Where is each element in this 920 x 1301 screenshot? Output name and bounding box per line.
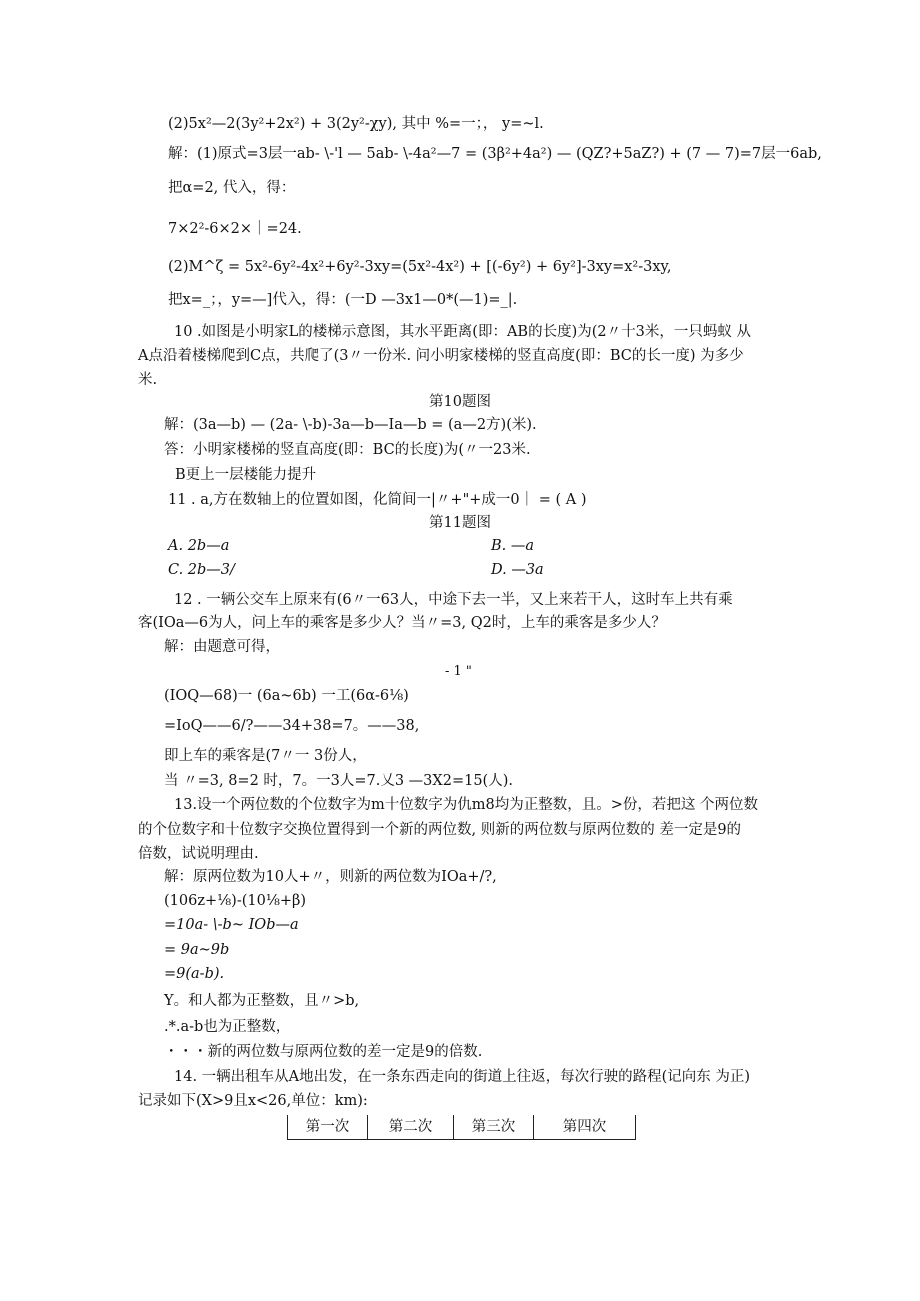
problem-14-line2: 记录如下(X>9且x<26,单位：km): [138, 1093, 368, 1109]
figure-10-caption: 第10题图 [429, 394, 491, 410]
solution-12-line2: =IoQ——6/?——34+38=7。——38, [164, 718, 420, 734]
solution-13-line4: = 9a~9b [164, 942, 230, 958]
answer-10: 答：小明家楼梯的竖直高度(即：BC的长度)为(〃一23米. [164, 442, 531, 458]
solution-12-line4: 当 〃=3, 8=2 时，7。一3人=7.乂3 —3X2=15(人). [164, 773, 513, 789]
solution-13-line1: 解：原两位数为10人+〃，则新的两位数为IOa+/?, [164, 869, 497, 885]
solution-9-2-line1: (2)M^ζ = 5x²-6y²-4x²+6y²-3xy=(5x²-4x²) + [(-6y²) + 6y²]-3xy=x²-3xy, [168, 259, 672, 275]
solution-12-line1: (IOQ—68)一 (6a~6b) 一工(6α-6⅛) [164, 688, 409, 704]
table-header-cell: 第一次 [288, 1115, 368, 1139]
solution-13-line3: =10a- \-b~ IOb—a [164, 917, 299, 933]
problem-13-line1: 13.设一个两位数的个位数字为m十位数字为仇m8均为正整数，且。>份，若把这 个两位数 [174, 797, 759, 813]
solution-13-line8: ・・・新的两位数与原两位数的差一定是9的倍数. [164, 1044, 483, 1060]
problem-9-part2: (2)5x²—2(3y²+2x²) + 3(2y²-χy), 其中 %=一；， y=~l. [168, 116, 544, 132]
problem-10-line2: A点沿着楼梯爬到C点，共爬了(3〃一份米. 问小明家楼梯的竖直高度(即：BC的长一度) 为多少 [138, 348, 744, 364]
option-b: B. —a [491, 538, 535, 554]
solution-13-line5: =9(a-b). [164, 966, 225, 982]
solution-12-fraction-top: - 1 " [445, 664, 472, 679]
problem-10-line1: 10 .如图是小明家L的楼梯示意图，其水平距离(即：AB的长度)为(2〃十3米，一只蚂蚁 从 [174, 324, 751, 340]
solution-9-2-line2: 把x=_；，y=—]代入，得：(一D —3x1—0*(—1)=_|. [168, 292, 518, 308]
solution-9-1-line3: 7×2²-6×2×｜=24. [168, 221, 302, 237]
solution-12-line3: 即上车的乘客是(7〃一 3份人， [164, 748, 367, 764]
problem-13-line3: 倍数，试说明理由. [138, 846, 259, 862]
problem-10-line3: 米. [138, 372, 158, 388]
solution-9-1-line2: 把α=2, 代入，得： [168, 180, 296, 196]
solution-10: 解：(3a—b) — (2a- \-b)-3a—b—Ia—b = (a—2方)(米). [164, 417, 537, 433]
solution-9-1-line1: 解：(1)原式=3层一ab- \-'l — 5ab- \-4a²—7 = (3β²+4a²) — (QZ?+5aZ?) + (7 — 7)=7层一6ab, [168, 146, 822, 162]
problem-13-line2: 的个位数字和十位数字交换位置得到一个新的两位数, 则新的两位数与原两位数的 差一定是9的 [138, 822, 742, 838]
solution-12-intro: 解：由题意可得， [164, 639, 280, 655]
figure-11-caption: 第11题图 [429, 515, 491, 531]
option-d: D. —3a [491, 562, 544, 578]
trip-record-table [287, 1115, 636, 1140]
table-header-cell: 第二次 [368, 1115, 454, 1139]
problem-12-line1: 12 . 一辆公交车上原来有(6〃一63人，中途下去一半，又上来若干人，这时车上共有乘 [174, 592, 733, 608]
option-a: A. 2b—a [168, 538, 230, 554]
problem-11: 11 . a,方在数轴上的位置如图，化简间一|〃+"+成一0｜ = ( A ) [168, 492, 587, 508]
option-c: C. 2b—3/ [168, 562, 235, 578]
problem-14-line1: 14. 一辆出租车从A地出发，在一条东西走向的街道上往返，每次行驶的路程(记向东 为正) [174, 1069, 751, 1085]
problem-12-line2: 客(IOa—6为人，问上车的乘客是多少人？当〃=3, Q2时，上车的乘客是多少人？ [138, 615, 666, 631]
section-heading: B更上一层楼能力提升 [175, 467, 317, 483]
table-header-cell: 第三次 [454, 1115, 534, 1139]
solution-13-line2: (106z+⅛)-(10⅛+β) [164, 893, 307, 909]
table-header-cell: 第四次 [562, 1119, 607, 1135]
solution-13-line6: Y。和人都为正整数，且〃>b, [164, 993, 360, 1009]
solution-13-line7: .*.a-b也为正整数， [164, 1019, 291, 1035]
